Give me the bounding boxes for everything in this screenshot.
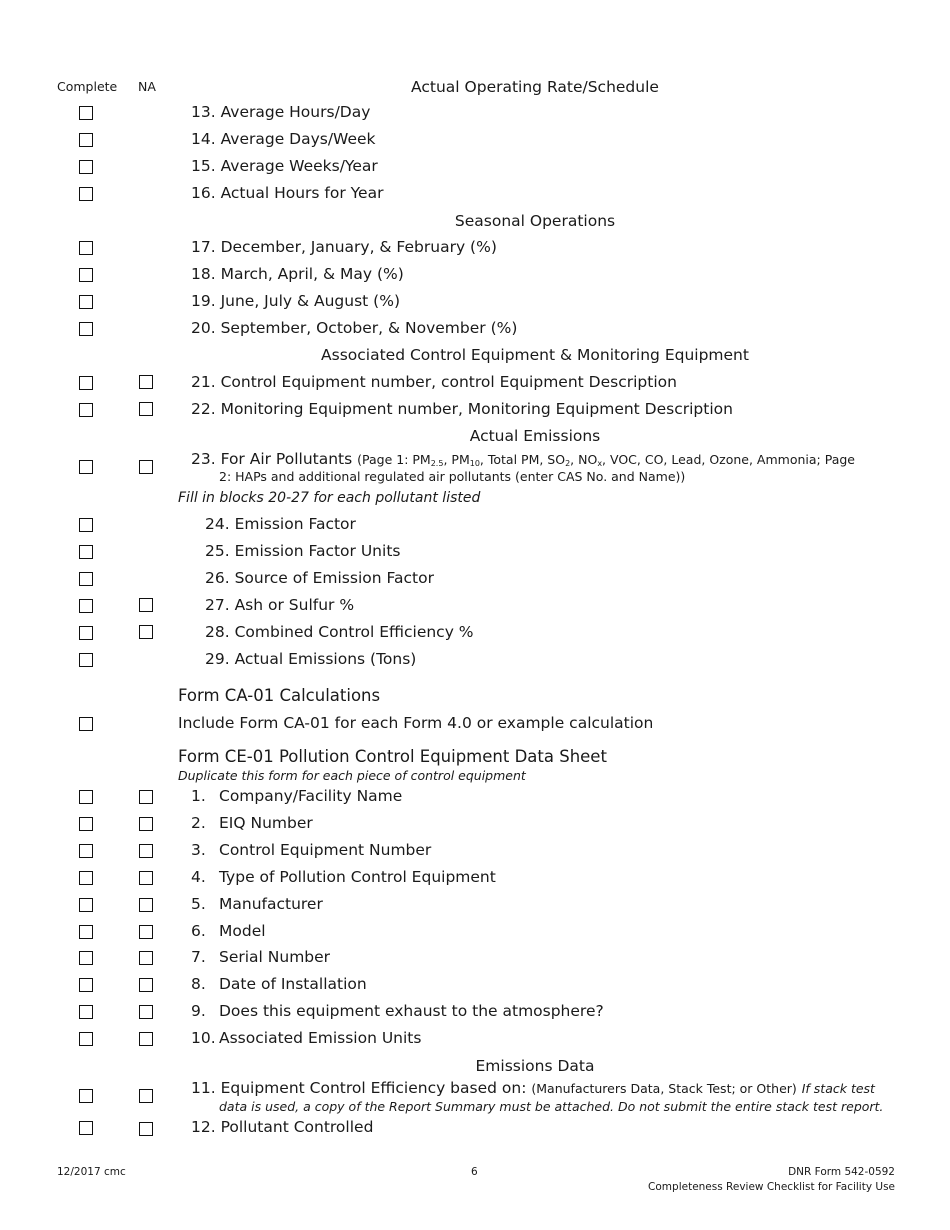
complete-checkbox[interactable] xyxy=(79,572,93,586)
na-checkbox[interactable] xyxy=(139,790,153,804)
complete-checkbox[interactable] xyxy=(79,717,93,731)
emissions-row-23 xyxy=(0,450,950,488)
operating-row-15 xyxy=(0,157,950,183)
complete-checkbox[interactable] xyxy=(79,545,93,559)
complete-checkbox[interactable] xyxy=(79,844,93,858)
item-label: EIQ Number xyxy=(219,814,313,832)
ca01-row xyxy=(0,714,950,740)
pollutant-row-28 xyxy=(0,623,950,649)
na-checkbox[interactable] xyxy=(139,871,153,885)
na-column-header: NA xyxy=(138,79,156,94)
complete-checkbox[interactable] xyxy=(79,1032,93,1046)
item-number: 1. xyxy=(191,787,206,805)
na-checkbox[interactable] xyxy=(139,460,153,474)
complete-checkbox[interactable] xyxy=(79,295,93,309)
complete-checkbox[interactable] xyxy=(79,322,93,336)
na-checkbox[interactable] xyxy=(139,817,153,831)
na-checkbox[interactable] xyxy=(139,978,153,992)
item-number: 3. xyxy=(191,841,206,859)
complete-checkbox[interactable] xyxy=(79,898,93,912)
ce01-row-5 xyxy=(0,895,950,921)
control-row-21 xyxy=(0,373,950,399)
item-label: 12. Pollutant Controlled xyxy=(191,1118,374,1136)
item-label: Type of Pollution Control Equipment xyxy=(219,868,496,886)
complete-checkbox[interactable] xyxy=(79,376,93,390)
complete-checkbox[interactable] xyxy=(79,626,93,640)
item-number: 10. xyxy=(191,1029,216,1047)
item-11-label xyxy=(191,1079,875,1097)
footer-form-title: Completeness Review Checklist for Facility Use xyxy=(648,1181,895,1193)
ce01-subtitle: Duplicate this form for each piece of control equipment xyxy=(178,768,526,783)
complete-checkbox[interactable] xyxy=(79,978,93,992)
item-label: 15. Average Weeks/Year xyxy=(191,157,378,175)
na-checkbox[interactable] xyxy=(139,1005,153,1019)
item-11-note-line2: data is used, a copy of the Report Summary must be attached. Do not submit the entire stack test report. xyxy=(219,1099,884,1114)
ce01-row-6 xyxy=(0,922,950,948)
item-23-title: 23. For Air Pollutants xyxy=(191,450,353,468)
item-number: 9. xyxy=(191,1002,206,1020)
item-label: 27. Ash or Sulfur % xyxy=(205,596,355,614)
complete-column-header: Complete xyxy=(57,79,118,94)
ce01-row-9 xyxy=(0,1002,950,1028)
item-label: 18. March, April, & May (%) xyxy=(191,265,404,283)
seasonal-row-18 xyxy=(0,265,950,291)
item-number: 7. xyxy=(191,948,206,966)
na-checkbox[interactable] xyxy=(139,375,153,389)
seasonal-row-17 xyxy=(0,238,950,264)
pollutant-row-25 xyxy=(0,542,950,568)
pollutant-row-26 xyxy=(0,569,950,595)
ce01-row-1 xyxy=(0,787,950,813)
item-number: 5. xyxy=(191,895,206,913)
complete-checkbox[interactable] xyxy=(79,518,93,532)
item-label: 26. Source of Emission Factor xyxy=(205,569,434,587)
complete-checkbox[interactable] xyxy=(79,241,93,255)
complete-checkbox[interactable] xyxy=(79,1089,93,1103)
item-number: 2. xyxy=(191,814,206,832)
item-label: Model xyxy=(219,922,266,940)
complete-checkbox[interactable] xyxy=(79,599,93,613)
item-label: 16. Actual Hours for Year xyxy=(191,184,384,202)
item-label: 13. Average Hours/Day xyxy=(191,103,371,121)
complete-checkbox[interactable] xyxy=(79,187,93,201)
na-checkbox[interactable] xyxy=(139,598,153,612)
complete-checkbox[interactable] xyxy=(79,871,93,885)
section-emissions-data-title: Emissions Data xyxy=(475,1057,595,1075)
seasonal-row-19 xyxy=(0,292,950,318)
complete-checkbox[interactable] xyxy=(79,106,93,120)
item-label: 22. Monitoring Equipment number, Monitoring Equipment Description xyxy=(191,400,733,418)
complete-checkbox[interactable] xyxy=(79,653,93,667)
pollutant-row-27 xyxy=(0,596,950,622)
operating-row-13 xyxy=(0,103,950,129)
na-checkbox[interactable] xyxy=(139,1032,153,1046)
complete-checkbox[interactable] xyxy=(79,268,93,282)
item-11-title: 11. Equipment Control Efficiency based on: xyxy=(191,1079,527,1097)
complete-checkbox[interactable] xyxy=(79,403,93,417)
ce01-row-11 xyxy=(0,1079,950,1117)
complete-checkbox[interactable] xyxy=(79,160,93,174)
item-number: 4. xyxy=(191,868,206,886)
section-control-monitoring-title: Associated Control Equipment & Monitoring Equipment xyxy=(321,346,749,364)
item-label: 28. Combined Control Efficiency % xyxy=(205,623,474,641)
item-label: Include Form CA-01 for each Form 4.0 or example calculation xyxy=(178,714,654,732)
item-label: Control Equipment Number xyxy=(219,841,432,859)
complete-checkbox[interactable] xyxy=(79,817,93,831)
item-11-note-start: If stack test xyxy=(801,1081,875,1096)
item-label: Date of Installation xyxy=(219,975,367,993)
item-23-detail-line2: 2: HAPs and additional regulated air pollutants (enter CAS No. and Name)) xyxy=(219,469,686,484)
na-checkbox[interactable] xyxy=(139,925,153,939)
complete-checkbox[interactable] xyxy=(79,925,93,939)
ce01-row-12 xyxy=(0,1118,950,1144)
item-23-label xyxy=(191,450,855,468)
item-label: Company/Facility Name xyxy=(219,787,403,805)
item-label: Serial Number xyxy=(219,948,331,966)
ce01-row-8 xyxy=(0,975,950,1001)
na-checkbox[interactable] xyxy=(139,1122,153,1136)
item-label: 19. June, July & August (%) xyxy=(191,292,400,310)
item-label: 17. December, January, & February (%) xyxy=(191,238,497,256)
complete-checkbox[interactable] xyxy=(79,790,93,804)
item-label: 20. September, October, & November (%) xyxy=(191,319,518,337)
item-label: Does this equipment exhaust to the atmosphere? xyxy=(219,1002,604,1020)
item-11-detail: (Manufacturers Data, Stack Test; or Other) xyxy=(531,1081,797,1096)
seasonal-row-20 xyxy=(0,319,950,345)
item-label: 21. Control Equipment number, control Equipment Description xyxy=(191,373,677,391)
item-label: Manufacturer xyxy=(219,895,323,913)
ca01-title: Form CA-01 Calculations xyxy=(178,686,381,705)
ce01-row-3 xyxy=(0,841,950,867)
complete-checkbox[interactable] xyxy=(79,460,93,474)
ce01-row-7 xyxy=(0,948,950,974)
item-23-pollutant-list: (Page 1: $PM_{2.5}$, $PM_{10}$, Total PM, $SO_2$, $NO_x$, VOC, CO, Lead, Ozone, Ammonia; Page xyxy=(357,452,855,468)
ce01-row-10 xyxy=(0,1029,950,1055)
item-label: 14. Average Days/Week xyxy=(191,130,376,148)
operating-row-16 xyxy=(0,184,950,210)
ce01-title: Form CE-01 Pollution Control Equipment Data Sheet xyxy=(178,747,607,766)
ce01-row-4 xyxy=(0,868,950,894)
pollutant-row-29 xyxy=(0,650,950,676)
control-row-22 xyxy=(0,400,950,426)
na-checkbox[interactable] xyxy=(139,844,153,858)
footer-page-number: 6 xyxy=(471,1166,478,1178)
complete-checkbox[interactable] xyxy=(79,133,93,147)
ce01-row-2 xyxy=(0,814,950,840)
item-number: 8. xyxy=(191,975,206,993)
footer-form-number: DNR Form 542-0592 xyxy=(788,1166,895,1178)
na-checkbox[interactable] xyxy=(139,625,153,639)
footer-date: 12/2017 cmc xyxy=(57,1166,126,1178)
section-seasonal-title: Seasonal Operations xyxy=(454,212,616,230)
item-label: 24. Emission Factor xyxy=(205,515,356,533)
complete-checkbox[interactable] xyxy=(79,1121,93,1135)
pollutant-row-24 xyxy=(0,515,950,541)
na-checkbox[interactable] xyxy=(139,1089,153,1103)
item-label: 29. Actual Emissions (Tons) xyxy=(205,650,417,668)
item-label: 25. Emission Factor Units xyxy=(205,542,401,560)
fill-in-note: Fill in blocks 20-27 for each pollutant listed xyxy=(178,490,481,506)
item-number: 6. xyxy=(191,922,206,940)
na-checkbox[interactable] xyxy=(139,898,153,912)
na-checkbox[interactable] xyxy=(139,951,153,965)
section-operating-title: Actual Operating Rate/Schedule xyxy=(411,78,659,96)
item-label: Associated Emission Units xyxy=(219,1029,422,1047)
complete-checkbox[interactable] xyxy=(79,951,93,965)
complete-checkbox[interactable] xyxy=(79,1005,93,1019)
operating-row-14 xyxy=(0,130,950,156)
section-actual-emissions-title: Actual Emissions xyxy=(469,427,601,445)
na-checkbox[interactable] xyxy=(139,402,153,416)
